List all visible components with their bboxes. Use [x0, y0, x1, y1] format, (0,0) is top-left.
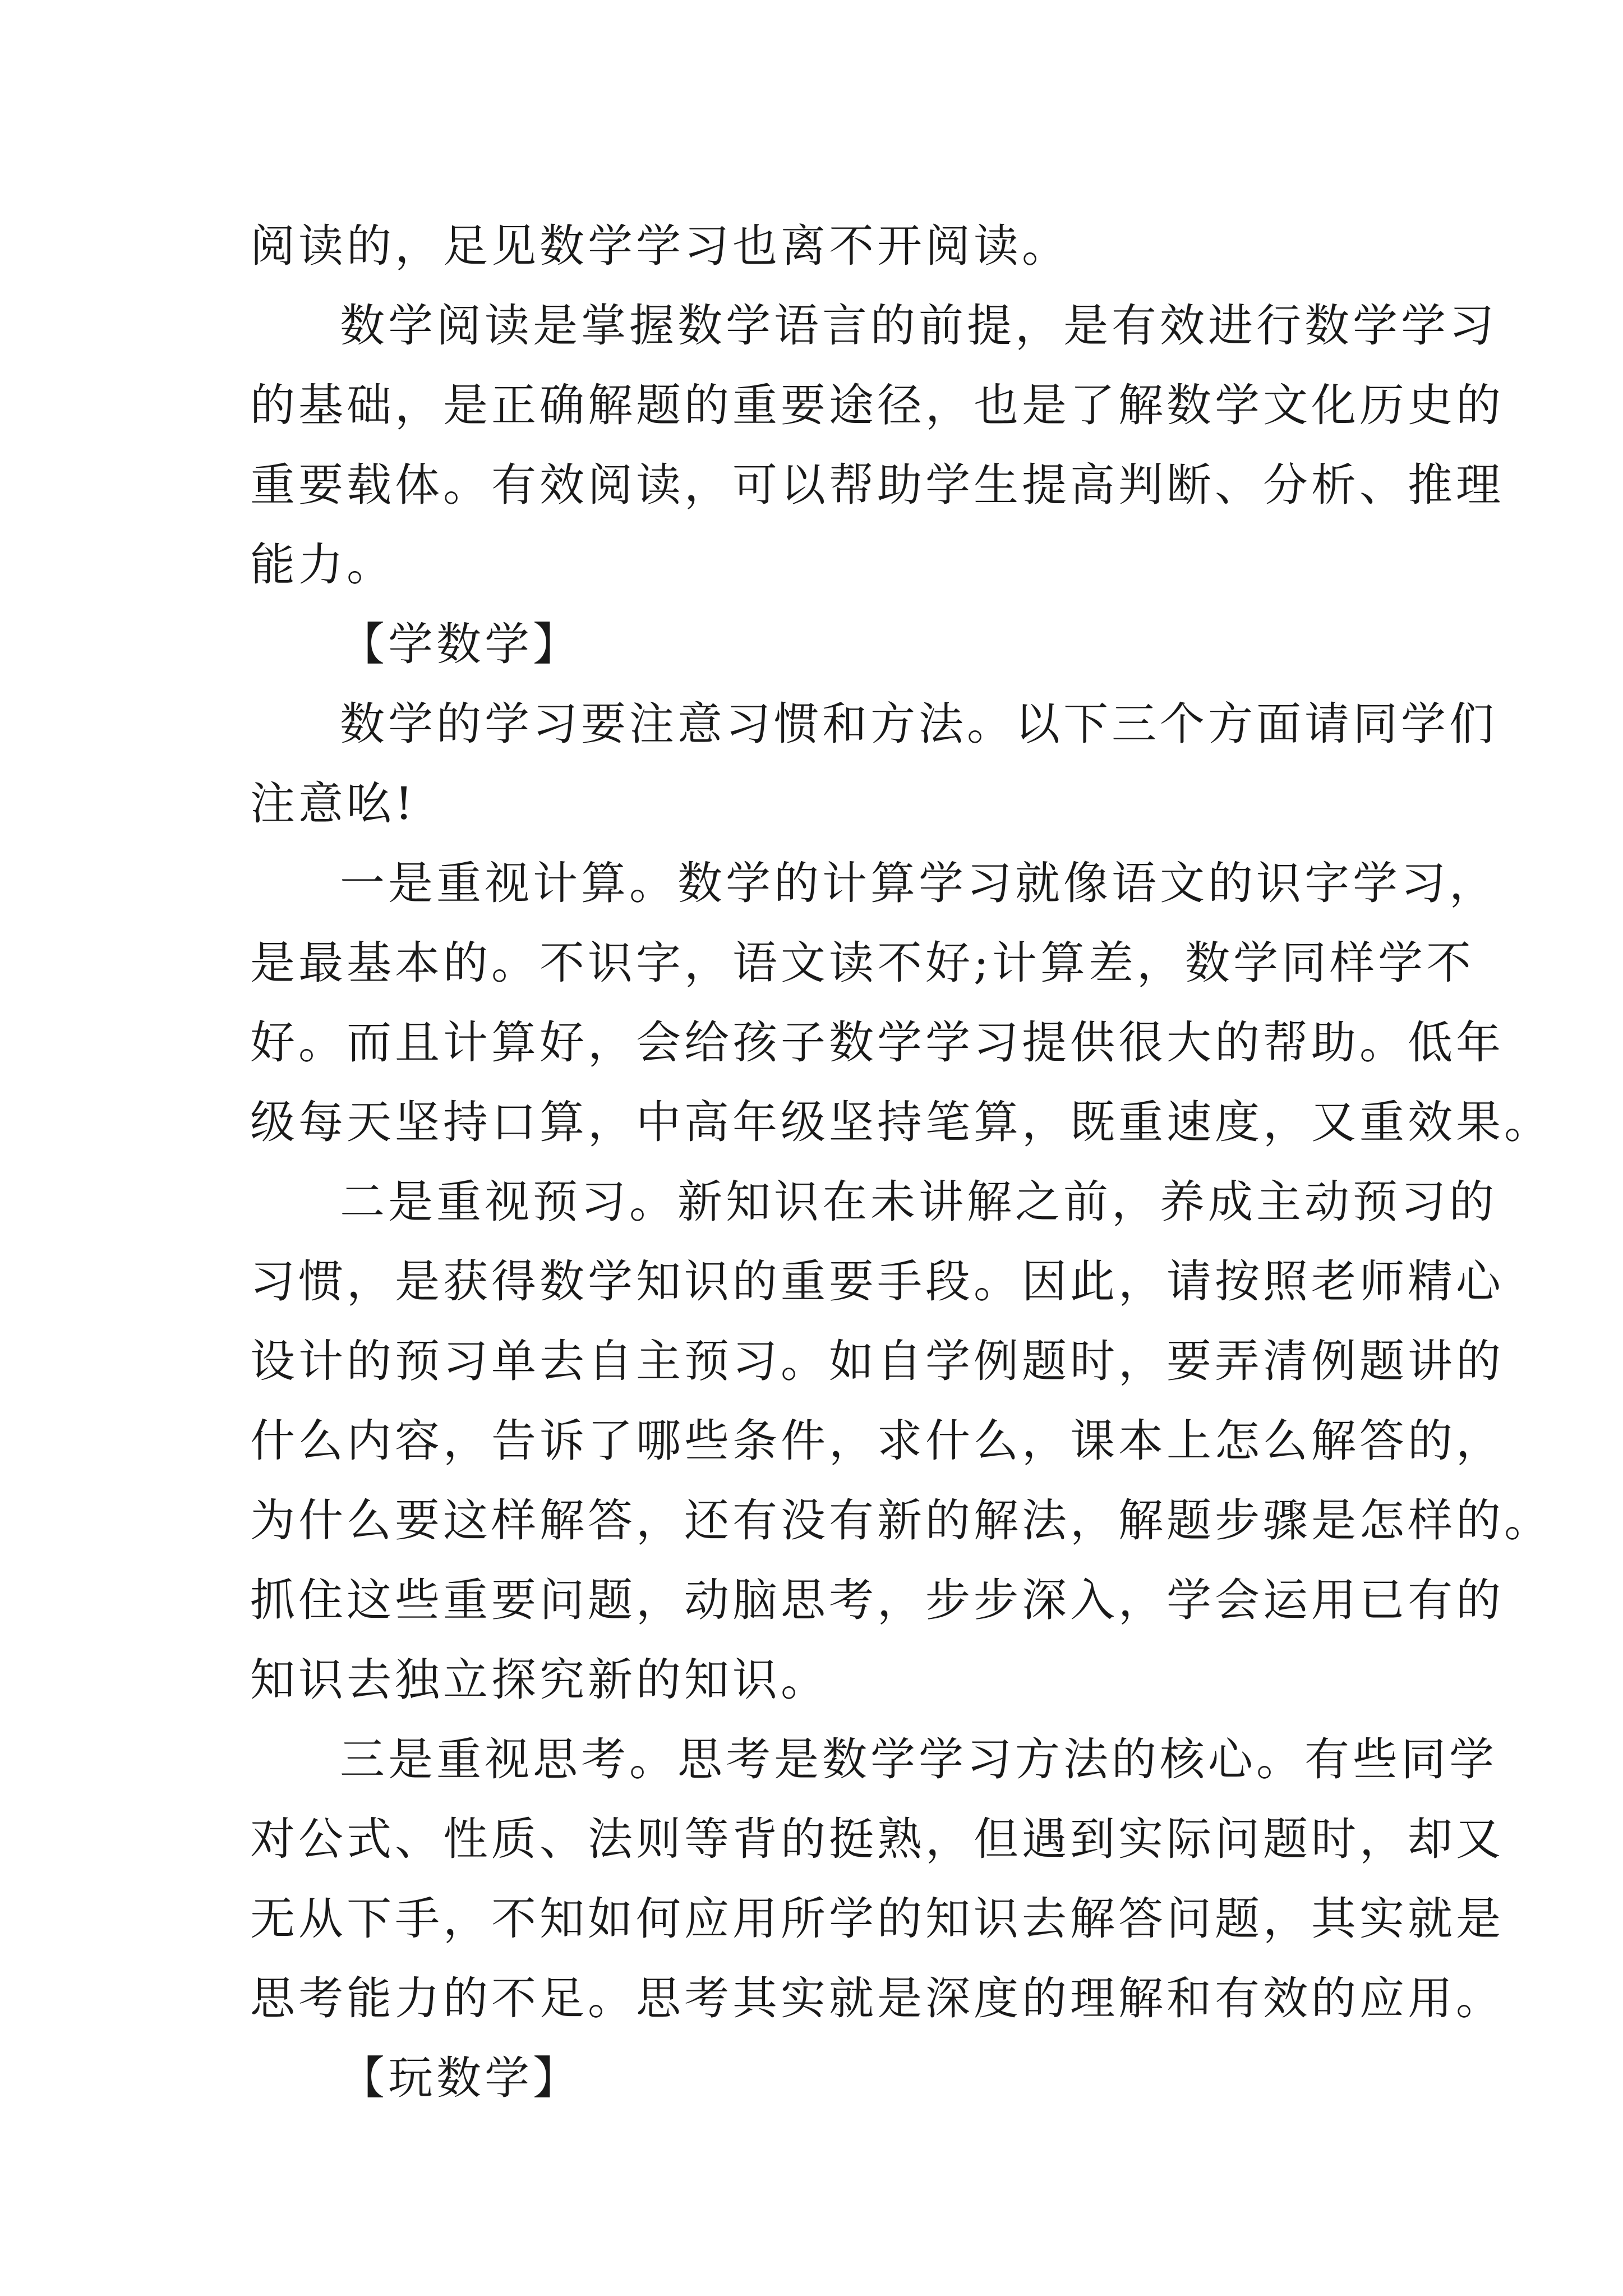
- text-line: 抓住这些重要问题，动脑思考，步步深入，学会运用已有的: [250, 1574, 1504, 1626]
- text-line: 好。而且计算好，会给孩子数学学习提供很大的帮助。低年: [250, 1016, 1504, 1069]
- text-line: 设计的预习单去自主预习。如自学例题时，要弄清例题讲的: [250, 1335, 1504, 1387]
- text-line: 什么内容，告诉了哪些条件，求什么，课本上怎么解答的，: [250, 1415, 1504, 1467]
- text-line: 数学的学习要注意习惯和方法。以下三个方面请同学们: [340, 698, 1497, 750]
- text-line: 无从下手，不知如何应用所学的知识去解答问题，其实就是: [250, 1893, 1504, 1945]
- text-line: 重要载体。有效阅读，可以帮助学生提高判断、分析、推理: [250, 459, 1504, 511]
- text-line: 对公式、性质、法则等背的挺熟，但遇到实际问题时，却又: [250, 1813, 1504, 1865]
- text-line: 一是重视计算。数学的计算学习就像语文的识字学习，: [340, 857, 1497, 909]
- text-line: 【学数学】: [340, 618, 581, 670]
- text-line: 习惯，是获得数学知识的重要手段。因此，请按照老师精心: [250, 1255, 1504, 1308]
- text-line: 是最基本的。不识字，语文读不好;计算差，数学同样学不: [250, 937, 1474, 989]
- text-line: 为什么要这样解答，还有没有新的解法，解题步骤是怎样的。: [250, 1494, 1552, 1547]
- text-line: 知识去独立探究新的知识。: [250, 1654, 829, 1706]
- text-line: 【玩数学】: [340, 2052, 581, 2104]
- text-line: 注意吆!: [250, 777, 417, 830]
- text-line: 阅读的，足见数学学习也离不开阅读。: [250, 220, 1070, 272]
- text-line: 数学阅读是掌握数学语言的前提，是有效进行数学学习: [340, 300, 1497, 352]
- text-line: 三是重视思考。思考是数学学习方法的核心。有些同学: [340, 1733, 1497, 1786]
- text-line: 能力。: [250, 539, 395, 591]
- text-line: 的基础，是正确解题的重要途径，也是了解数学文化历史的: [250, 379, 1504, 431]
- text-line: 级每天坚持口算，中高年级坚持笔算，既重速度，又重效果。: [250, 1096, 1552, 1148]
- text-line: 思考能力的不足。思考其实就是深度的理解和有效的应用。: [250, 1972, 1504, 2024]
- document-body: [250, 206, 1552, 2118]
- text-line: 二是重视预习。新知识在未讲解之前，养成主动预习的: [340, 1176, 1497, 1228]
